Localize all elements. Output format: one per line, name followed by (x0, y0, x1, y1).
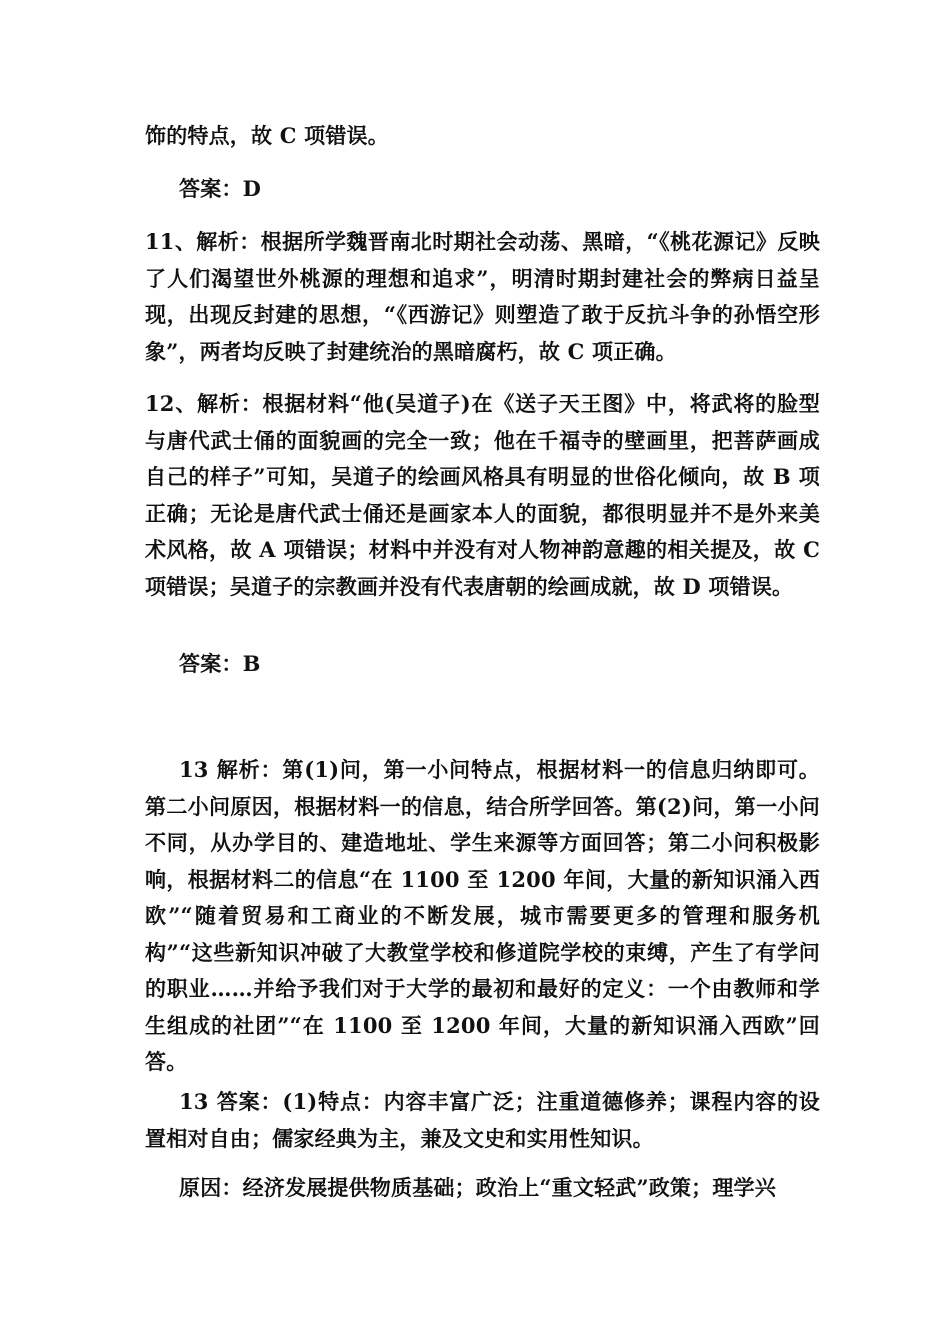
answer-text: 答案：B (179, 651, 261, 676)
analysis-label: 11、解析： (145, 229, 261, 254)
paragraph-text: 饰的特点，故 C 项错误。 (145, 123, 389, 148)
answer-13-reason (145, 1170, 820, 1207)
analysis-label: 12、解析： (145, 391, 263, 416)
analysis-12 (145, 386, 820, 605)
paragraph-continuation (145, 118, 820, 155)
analysis-text: 根据材料“他(吴道子)在《送子天王图》中，将武将的脸型与唐代武士俑的面貌画的完全一致；他在千福寺的壁画里，把菩萨画成自己的样子”可知，吴道子的绘画风格具有明显的世俗化倾向，故 B 项正确；无论是唐代武士俑还是画家本人的面貌，都很明显并不是外来美术风格，故 A 项错误；材料中并没有对人物神韵意趣的相关提及，故 C 项错误；吴道子的宗教画并没有代表唐朝的绘画成就，故 D 项错误。 (145, 391, 820, 599)
answer-text: 答案：D (179, 176, 262, 201)
answer-13 (145, 1084, 820, 1157)
answer-12 (145, 646, 820, 683)
answer-label: 13 答案： (179, 1089, 283, 1114)
reason-text: 原因：经济发展提供物质基础；政治上“重文轻武”政策；理学兴 (179, 1175, 776, 1200)
analysis-label: 13 解析： (179, 757, 283, 782)
answer-10 (145, 171, 820, 208)
answer-text: (1)特点：内容丰富广泛；注重道德修养；课程内容的设置相对自由；儒家经典为主，兼及文史和实用性知识。 (145, 1089, 820, 1151)
analysis-text: 第(1)问，第一小问特点，根据材料一的信息归纳即可。第二小问原因，根据材料一的信息，结合所学回答。第(2)问，第一小问不同，从办学目的、建造地址、学生来源等方面回答；第二小问积极影响，根据材料二的信息“在 1100 至 1200 年间，大量的新知识涌入西欧”“随着贸易和工商业的不断发展，城市需要更多的管理和服务机构”“这些新知识冲破了大教堂学校和修道院学校的束缚，产生了有学问的职业……并给予我们对于大学的最初和最好的定义：一个由教师和学生组成的社团”“在 1100 至 1200 年间，大量的新知识涌入西欧”回答。 (145, 757, 820, 1074)
analysis-13 (145, 752, 820, 1081)
analysis-11 (145, 224, 820, 370)
analysis-text: 根据所学魏晋南北时期社会动荡、黑暗，“《桃花源记》反映了人们渴望世外桃源的理想和追求”，明清时期封建社会的弊病日益呈现，出现反封建的思想，“《西游记》则塑造了敢于反抗斗争的孙悟空形象”，两者均反映了封建统治的黑暗腐朽，故 C 项正确。 (145, 229, 820, 364)
